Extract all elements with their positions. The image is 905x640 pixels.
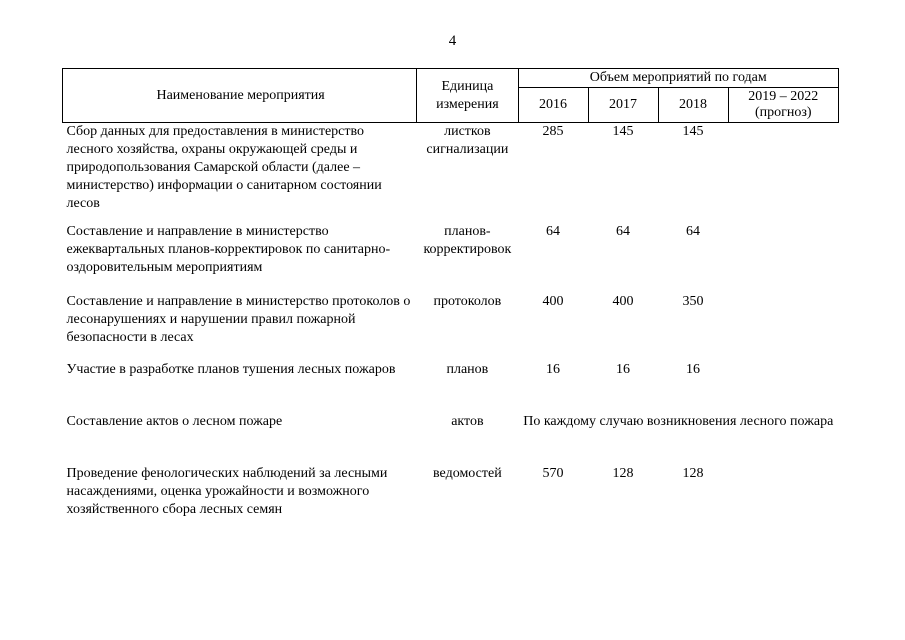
table-row [63,293,839,361]
row-value-2019-2022 [728,465,838,525]
row-unit: ведомостей [433,466,502,481]
row-name: Составление актов о лесном пожаре [66,414,283,429]
row-name: Участие в разработке планов тушения лесных пожаров [66,362,396,377]
row-value-2018: 145 [682,124,704,139]
row-value-2018: 64 [686,224,701,239]
header-year-2016: 2016 [518,88,588,123]
header-year-2019-2022: 2019 – 2022 (прогноз) [728,88,838,123]
row-value-2019-2022 [728,123,838,224]
header-name: Наименование мероприятия [63,69,417,123]
row-value-2017: 128 [612,466,634,481]
row-unit: планов-корректировок [423,224,512,257]
row-value-2017: 64 [616,224,631,239]
header-row-1 [63,69,839,88]
row-unit: листков сигнализации [426,124,509,157]
table-header [63,69,839,123]
activities-table [62,68,839,525]
header-year-2017: 2017 [588,88,658,123]
header-year-2018: 2018 [658,88,728,123]
table-row [63,223,839,293]
row-value-2016: 285 [542,124,564,139]
table-row [63,123,839,224]
row-name: Составление и направление в министерство ежеквартальных планов-корректировок по санитарно-оздоровительным мероприятиям [66,224,391,275]
row-value-2016: 16 [546,362,561,377]
row-unit: протоколов [433,294,502,309]
header-unit: Единица измерения [417,69,518,123]
row-note: По каждому случаю возникновения лесного пожара [523,414,834,429]
page-number: 4 [448,33,457,49]
row-value-2019-2022 [728,361,838,413]
row-value-2018: 350 [682,294,704,309]
row-value-2018: 128 [682,466,704,481]
row-value-2019-2022 [728,223,838,293]
row-value-2016: 570 [542,466,564,481]
row-name: Составление и направление в министерство протоколов о лесонарушениях и нарушении правил пожарной безопасности в лесах [66,294,411,345]
table-row [63,465,839,525]
row-name: Сбор данных для предоставления в министерство лесного хозяйства, охраны окружающей среды и природопользования Самарской области (далее – министерство) информации о санитарном состоянии лесов [66,124,382,211]
row-value-2017: 145 [612,124,634,139]
header-volume-group: Объем мероприятий по годам [518,69,838,88]
row-value-2017: 16 [616,362,631,377]
row-value-2017: 400 [612,294,634,309]
row-name: Проведение фенологических наблюдений за лесными насаждениями, оценка урожайности и возможного хозяйственного сбора лесных семян [66,466,388,517]
row-unit: актов [451,414,484,429]
table-row [63,413,839,465]
row-value-2019-2022 [728,293,838,361]
table-row [63,361,839,413]
row-value-2018: 16 [686,362,701,377]
row-value-2016: 400 [542,294,564,309]
row-value-2016: 64 [546,224,561,239]
row-unit: планов [446,362,489,377]
